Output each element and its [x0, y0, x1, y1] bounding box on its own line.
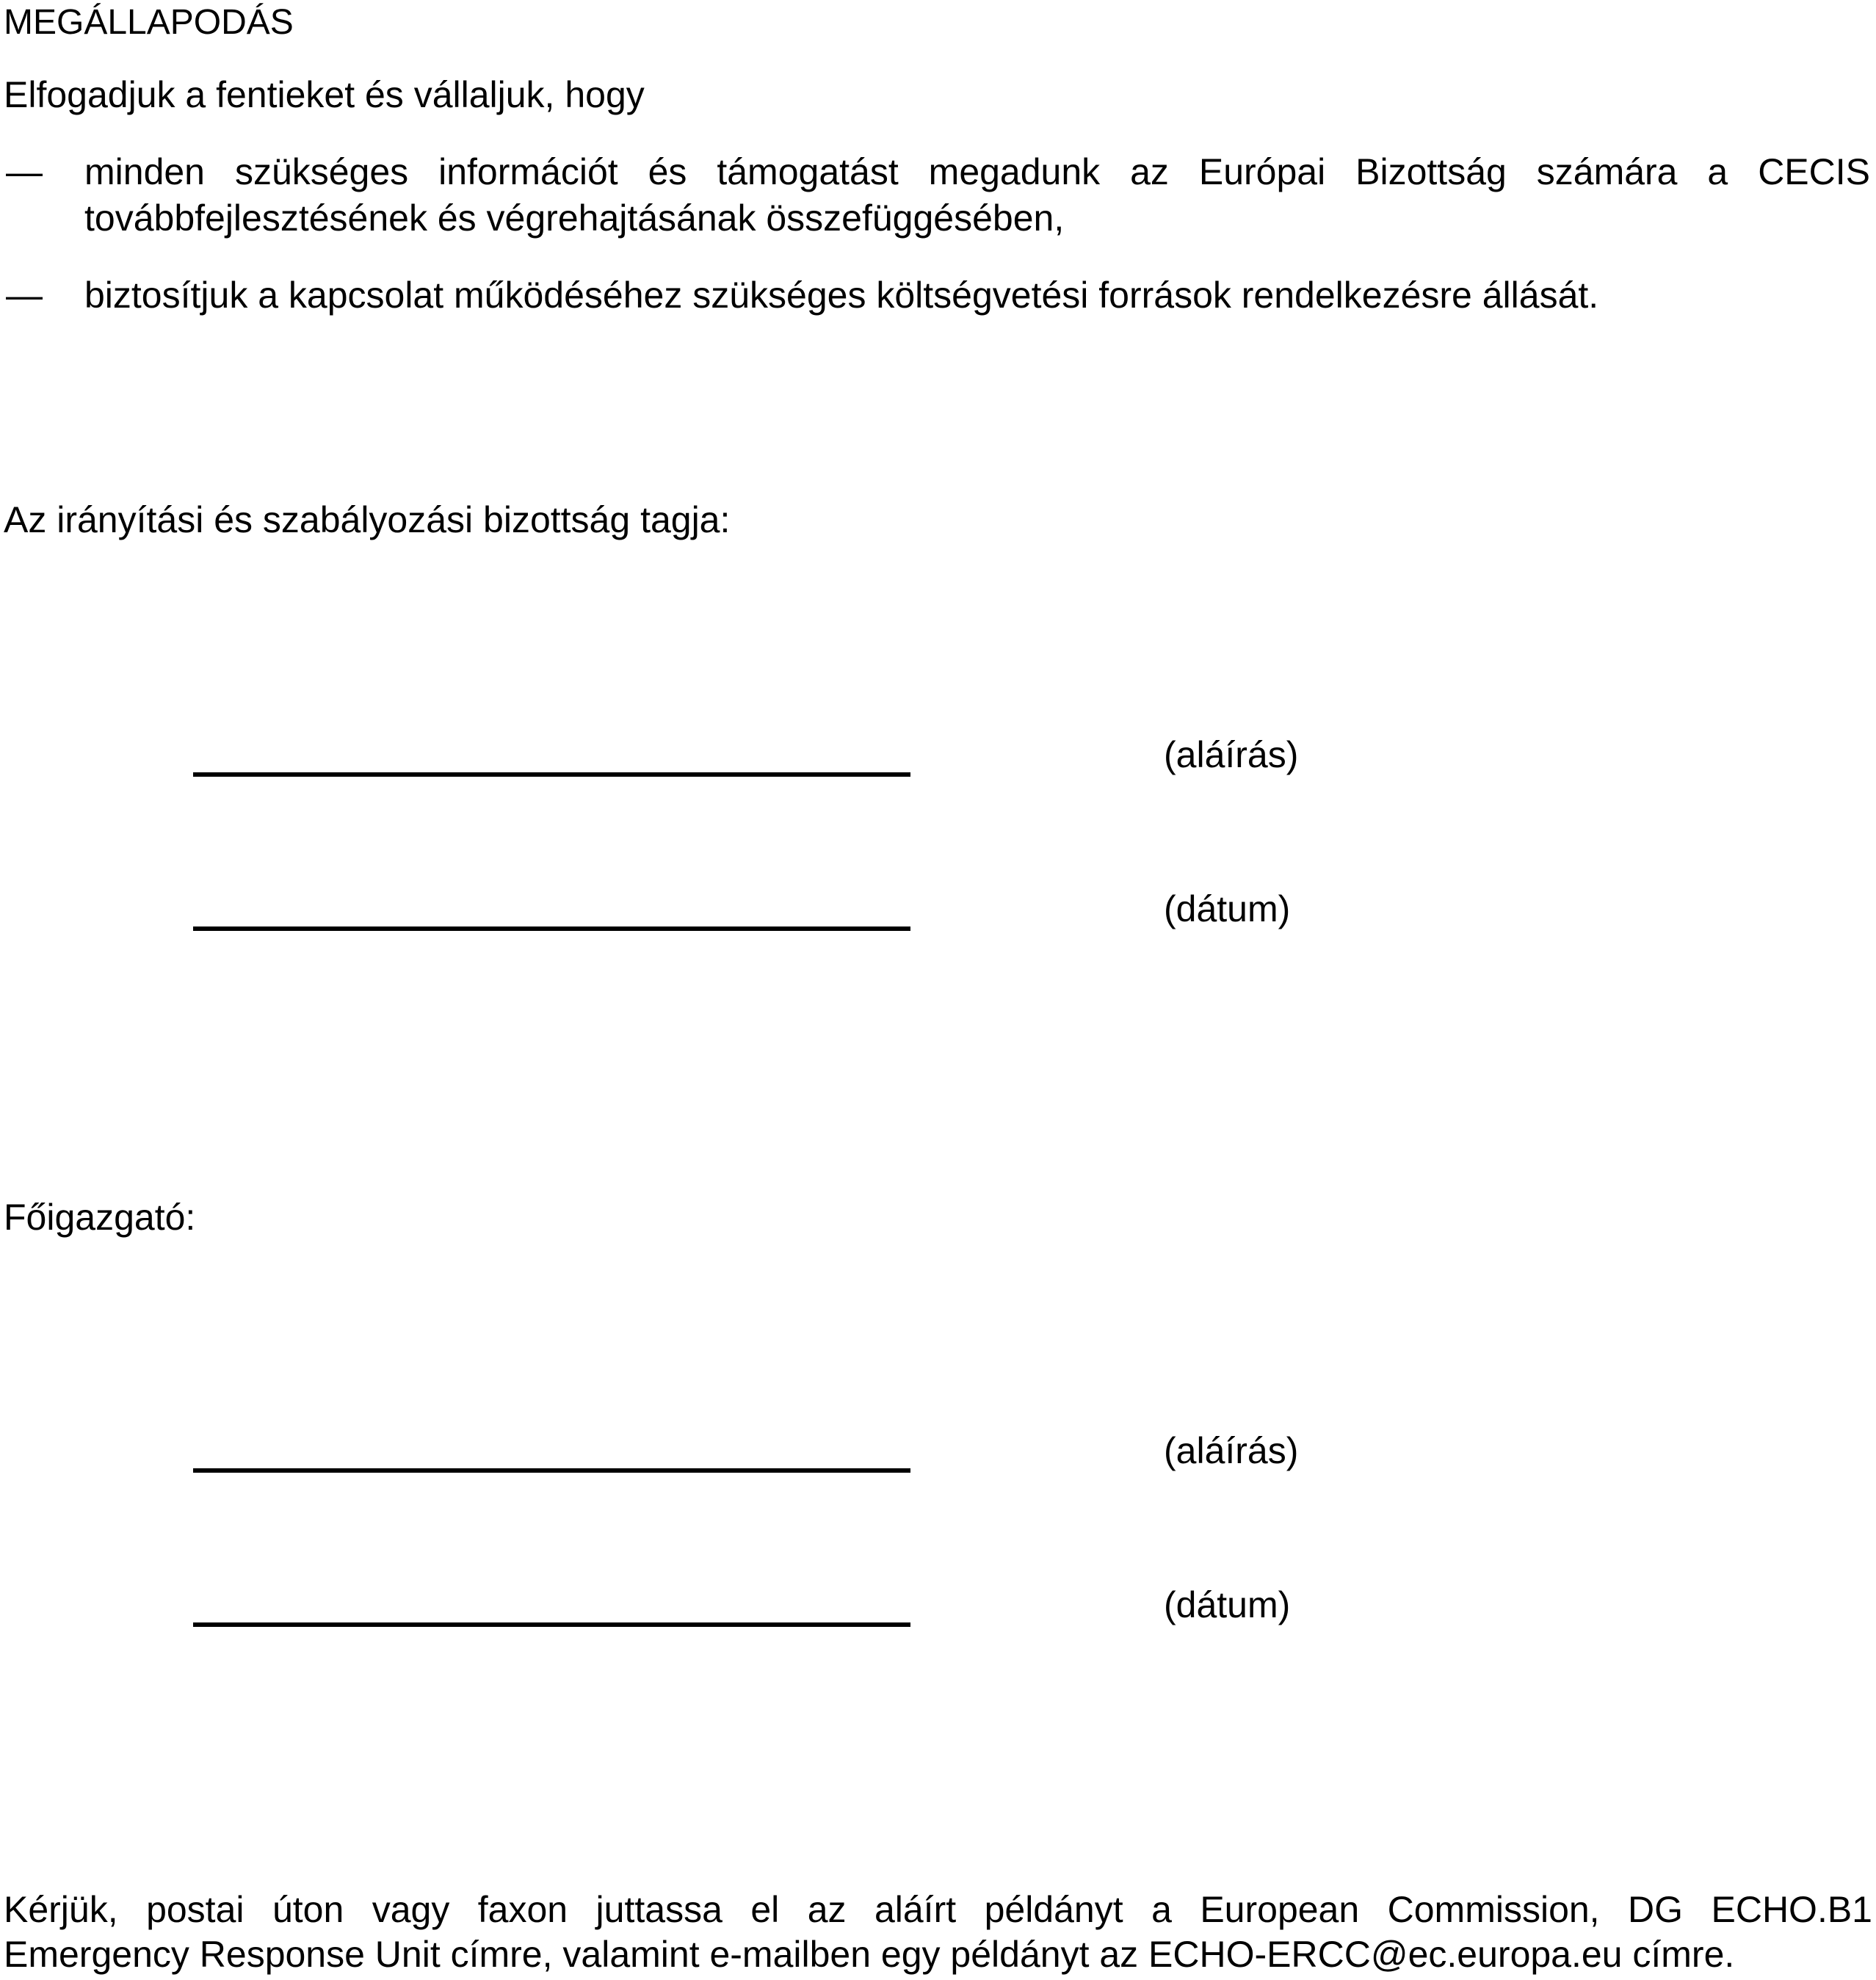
date-line — [193, 1622, 910, 1627]
date-caption: (dátum) — [1164, 1584, 1291, 1625]
bullet-2-line-1: biztosítjuk a kapcsolat működéséhez szükséges költségvetési források rendelkezésre állását. — [84, 275, 1599, 316]
director-general-label: Főigazgató: — [4, 1197, 196, 1238]
document-title: MEGÁLLAPODÁS — [4, 3, 294, 42]
committee-member-label: Az irányítási és szabályozási bizottság tagja: — [4, 499, 731, 540]
footer-line-2: Emergency Response Unit címre, valamint e-mailben egy példányt az ECHO-ERCC@ec.europa.eu címre. — [4, 1934, 1735, 1975]
bullet-item-1 — [0, 149, 1876, 242]
bullet-text — [84, 272, 1870, 319]
signature-line — [193, 1468, 910, 1473]
signature-line — [193, 772, 910, 777]
bullet-text — [84, 149, 1870, 242]
dash-marker: — — [6, 275, 43, 316]
intro-text: Elfogadjuk a fentieket és vállaljuk, hogy — [4, 74, 645, 115]
signature-caption: (aláírás) — [1164, 1430, 1299, 1471]
date-line — [193, 926, 910, 931]
date-caption: (dátum) — [1164, 888, 1291, 929]
footer-line-1: Kérjük, postai úton vagy faxon juttassa el az aláírt példányt a European Commission, DG ECHO.B1 — [4, 1889, 1872, 1930]
bullet-item-2 — [0, 272, 1876, 319]
dash-marker: — — [6, 151, 43, 192]
bullet-1-line-1: minden szükséges információt és támogatást megadunk az Európai Bizottság számára a CECIS — [84, 151, 1870, 192]
bullet-1-line-2: továbbfejlesztésének és végrehajtásának összefüggésében, — [84, 197, 1065, 239]
signature-caption: (aláírás) — [1164, 734, 1299, 775]
footer-instructions — [4, 1887, 1872, 1977]
